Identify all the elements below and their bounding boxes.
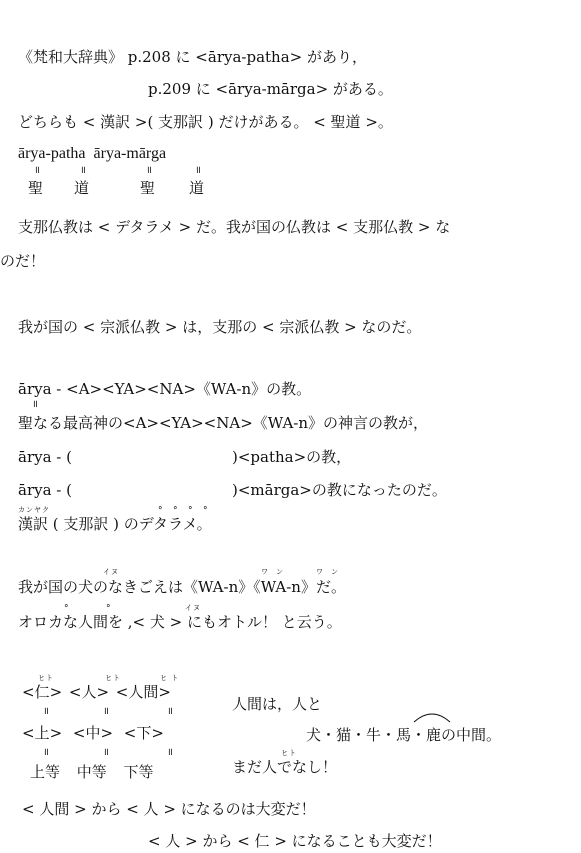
kanji-sei: 聖: [28, 179, 44, 197]
kanji-sei: 聖: [140, 179, 156, 197]
ruby-hito: ヒ ト: [160, 674, 180, 682]
line-arya-teaching: ārya - <A><YA><NA>《WA-n》の教。: [18, 380, 312, 398]
equal-mark: ॥: [34, 165, 40, 176]
ruby-inu: イヌ: [103, 568, 119, 576]
line-arya-patha-teaching: ārya - (: [18, 448, 72, 466]
ruby-n: ン: [276, 568, 284, 576]
equal-mark: ॥: [146, 165, 152, 176]
emphasis-dot: °: [203, 506, 208, 516]
kanji-do: 道: [74, 179, 90, 197]
equal-mark: ॥: [167, 747, 173, 758]
line-arya-marga-teaching: ārya - (: [18, 481, 72, 499]
ruby-n: ン: [331, 568, 339, 576]
line-arya-patha-suffix: )<patha>の教，: [232, 448, 352, 466]
line-ningen-to-hito: < 人間 > から < 人 > になるのは大変だ！: [22, 800, 316, 818]
line-hito-to-jin: < 人 > から < 仁 > になることも大変だ！: [148, 832, 442, 850]
equal-mark: ॥: [103, 747, 109, 758]
line-human-is: 人間は，人と: [232, 695, 323, 713]
line-chinese-buddhism: 支那仏教は < デタラメ > だ。我が国の仏教は < 支那仏教 > な: [18, 218, 451, 236]
line-grades: 上等 中等 下等: [30, 763, 154, 781]
line-not-yet-human: まだ人でなし！: [232, 758, 338, 776]
ruby-wa: ワ: [261, 568, 269, 576]
emphasis-dot: °: [106, 604, 111, 614]
line-arya-terms: ārya-patha ārya-mārga: [18, 145, 167, 162]
line-kanyaku-nonsense: 漢訳 ( 支那訳 ) のデタラメ。: [18, 515, 212, 533]
equal-mark: ॥: [103, 706, 109, 717]
ruby-hito: ヒト: [38, 674, 54, 682]
line-upper-middle-lower: <上> <中> <下>: [22, 724, 164, 742]
emphasis-dot: °: [173, 506, 178, 516]
line-arya-marga-suffix: )<mārga>の教になったのだ。: [232, 481, 447, 499]
line-sect-buddhism: 我が国の < 宗派仏教 > は，支那の < 宗派仏教 > なのだ。: [18, 318, 422, 336]
ruby-inu: イヌ: [185, 604, 201, 612]
line-page-209: p.209 に <ārya-mārga> がある。: [148, 80, 393, 98]
ruby-hito: ヒト: [281, 749, 297, 757]
equal-mark: ॥: [43, 747, 49, 758]
emphasis-dot: °: [188, 506, 193, 516]
kanji-do: 道: [189, 179, 205, 197]
line-supreme-god: 聖なる最高神の<A><YA><NA>《WA-n》の神言の教が，: [18, 414, 429, 432]
line-dictionary-reference: 《梵和大辞典》 p.208 に <ārya-patha> があり，: [18, 48, 367, 66]
ruby-hito: ヒト: [105, 674, 121, 682]
equal-mark: ॥: [167, 706, 173, 717]
line-dog-bark: 我が国の犬のなきごえは《WA-n》《WA-n》だ。: [18, 578, 346, 596]
emphasis-dot: °: [64, 604, 69, 614]
line-foolish-human: オロカな人間を ,< 犬 > にもオトル！ と云う。: [18, 613, 342, 631]
line-jin-hito-ningen: <仁> <人> <人間>: [22, 683, 171, 701]
line-animals: 犬・猫・牛・馬・鹿の中間。: [306, 726, 502, 744]
equal-mark: ॥: [195, 165, 201, 176]
equal-mark: ॥: [80, 165, 86, 176]
emphasis-dot: °: [158, 506, 163, 516]
ruby-kanyaku: カンヤク: [18, 506, 50, 514]
arc-mark: [412, 710, 452, 724]
equal-mark: ॥: [32, 399, 38, 410]
line-nodda: のだ！: [0, 252, 46, 270]
ruby-wa: ワ: [316, 568, 324, 576]
line-both-only-translation: どちらも < 漢訳 >( 支那訳 ) だけがある。 < 聖道 >。: [18, 113, 393, 131]
equal-mark: ॥: [43, 706, 49, 717]
